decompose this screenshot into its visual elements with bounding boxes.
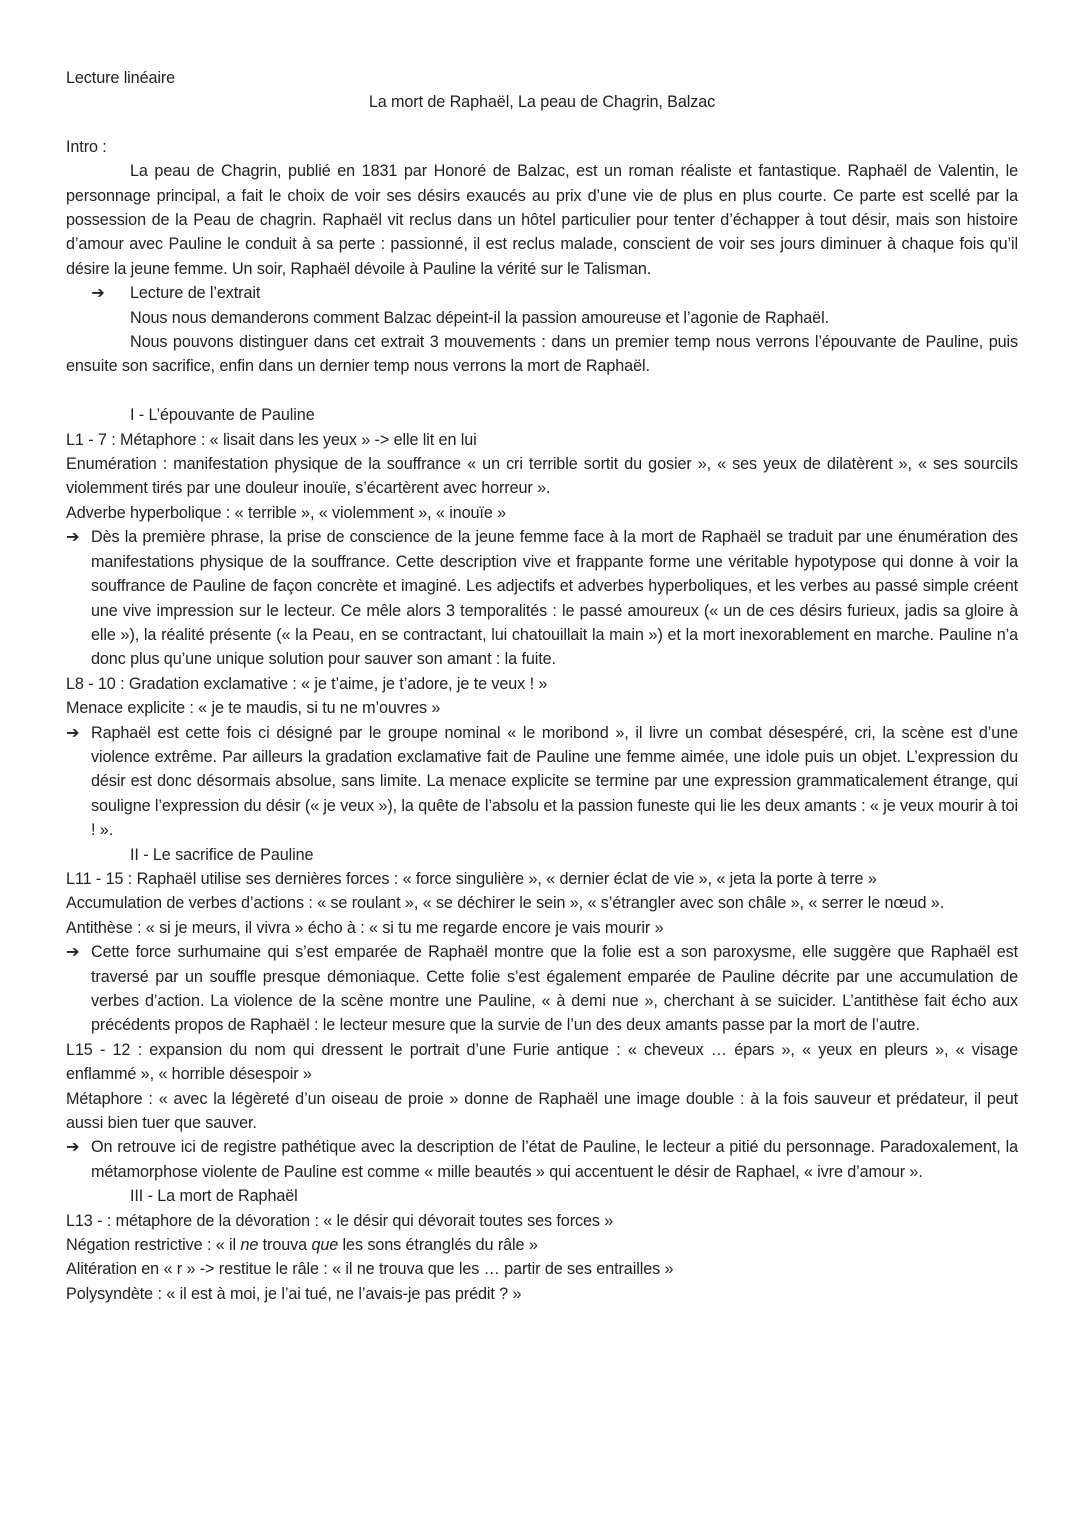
- note-line: Adverbe hyperbolique : « terrible », « violemment », « inouïe »: [66, 503, 507, 522]
- document-page: [66, 66, 1018, 1306]
- intro-paragraph: La peau de Chagrin, publié en 1831 par Honoré de Balzac, est un roman réaliste et fantastique. Raphaël de Valentin, le personnage principal, a fait le choix de voir ses désirs exaucés au prix d’une vie de plus en plus courte. Ce parte est scellé par la possession de la Peau de chagrin. Raphaël vit reclus dans un hôtel particulier pour tenter d’échapper à tout désir, mais son histoire d’amour avec Pauline le conduit à sa perte : passionné, il est reclus malade, conscient de voir ses jours diminuer à chaque fois qu’il désire la jeune femme. Un soir, Raphaël dévoile à Pauline la vérité sur le Talisman.: [66, 162, 1018, 278]
- arrow-icon: ➔: [66, 528, 80, 547]
- note-line: L8 - 10 : Gradation exclamative : « je t’aime, je t’adore, je te veux ! »: [66, 674, 548, 693]
- section-heading-1: I - L’épouvante de Pauline: [130, 406, 315, 425]
- document-title: La mort de Raphaël, La peau de Chagrin, Balzac: [368, 93, 716, 112]
- note-line: L13 - : métaphore de la dévoration : « le désir qui dévorait toutes ses forces »: [66, 1211, 614, 1230]
- note-line: L15 - 12 : expansion du nom qui dressent le portrait d’une Furie antique : « cheveux … épars », « yeux en pleurs », « visage enflammé », « horrible désespoir »: [66, 1040, 1018, 1084]
- analysis-bullet: ➔ Raphaël est cette fois ci désigné par le groupe nominal « le moribond », il livre un combat désespéré, cri, la scène est d’une violence extrême. Par ailleurs la gradation exclamative fait de Pauline une femme aimée, une idole puis un objet. L’expression du désir est donc désormais absolue, sans limite. La menace explicite se termine par une expression grammaticalement étrange, qui souligne l’expression du désir (« je veux »), la quête de l’absolu et la passion funeste qui lie les deux amants : « je veux mourir à toi ! ».: [66, 721, 1018, 843]
- note-line: Négation restrictive : « il ne trouva que les sons étranglés du râle »: [66, 1236, 538, 1255]
- section-heading-2: II - Le sacrifice de Pauline: [130, 845, 314, 864]
- reading-line: [66, 281, 1018, 305]
- arrow-icon: ➔: [66, 723, 80, 742]
- note-line: Polysyndète : « il est à moi, je l’ai tué, ne l’avais-je pas prédit ? »: [66, 1284, 522, 1303]
- reading-label: Lecture de l’extrait: [130, 284, 261, 303]
- note-line: Enumération : manifestation physique de la souffrance « un cri terrible sortit du gosier », « ses yeux de dilatèrent », « ses sourcils violemment tirés par une douleur inouïe, s’écartèrent avec horreur ».: [66, 455, 1018, 498]
- note-line: Accumulation de verbes d’actions : « se roulant », « se déchirer le sein », « s’étrangler avec son châle », « serrer le nœud ».: [66, 894, 945, 913]
- document-label: Lecture linéaire: [66, 69, 176, 87]
- spacer: [66, 379, 1018, 403]
- note-line: Métaphore : « avec la légèreté d’un oiseau de proie » donne de Raphaël une image double : à la fois sauveur et prédateur, il peut aussi bien tuer que sauver.: [66, 1089, 1018, 1133]
- arrow-icon: ➔: [66, 1138, 80, 1157]
- section-heading-3: III - La mort de Raphaël: [130, 1187, 298, 1206]
- note-line: L1 - 7 : Métaphore : « lisait dans les yeux » -> elle lit en lui: [66, 430, 477, 449]
- intro-label: Intro :: [66, 137, 107, 156]
- problematic: Nous nous demanderons comment Balzac dépeint-il la passion amoureuse et l’agonie de Raphaël.: [130, 308, 829, 327]
- note-line: L11 - 15 : Raphaël utilise ses dernières forces : « force singulière », « dernier éclat de vie », « jeta la porte à terre »: [66, 869, 877, 888]
- analysis-bullet: ➔ Dès la première phrase, la prise de conscience de la jeune femme face à la mort de Raphaël se traduit par une énumération des manifestations physique de la souffrance. Cette description vive et frappante forme une véritable hypotypose qui donne à voir la souffrance de Pauline de façon concrète et imaginé. Les adjectifs et adverbes hyperboliques, et les verbes au passé simple créent une vive impression sur le lecteur. Ce mêle alors 3 temporalités : le passé amoureux (« un de ces désirs furieux, jadis sa gloire à elle »), la réalité présente (« la Peau, en se contractant, lui chatouillait la main ») et la mort inexorablement en marche. Pauline n’a donc plus qu’une unique solution pour sauver son amant : la fuite.: [66, 525, 1018, 671]
- analysis-bullet: ➔ Cette force surhumaine qui s’est emparée de Raphaël montre que la folie est a son paroxysme, elle suggère que Raphaël est traversé par un souffle presque démoniaque. Cette folie s’est également emparée de Pauline décrite par une accumulation de verbes d’action. La violence de la scène montre une Pauline, « à demi nue », cherchant à se suicider. L’antithèse fait écho aux précédents propos de Raphaël : le lecteur mesure que la survie de l’un des deux amants passe par la mort de l’autre.: [66, 940, 1018, 1038]
- analysis-bullet: ➔ On retrouve ici de registre pathétique avec la description de l’état de Pauline, le lecteur a pitié du personnage. Paradoxalement, la métamorphose violente de Pauline est comme « mille beautés » qui accentuent le désir de Raphael, « ivre d’amour ».: [66, 1135, 1018, 1184]
- note-line: Alitération en « r » -> restitue le râle : « il ne trouva que les … partir de ses entrailles »: [66, 1260, 674, 1279]
- note-line: Antithèse : « si je meurs, il vivra » écho à : « si tu me regarde encore je vais mourir »: [66, 918, 664, 937]
- arrow-icon: ➔: [91, 284, 105, 303]
- note-line: Menace explicite : « je te maudis, si tu ne m’ouvres »: [66, 699, 441, 718]
- arrow-icon: ➔: [66, 943, 80, 962]
- movements: Nous pouvons distinguer dans cet extrait 3 mouvements : dans un premier temp nous verrons l’épouvante de Pauline, puis ensuite son sacrifice, enfin dans un dernier temp nous verrons la mort de Raphaël.: [66, 333, 1018, 376]
